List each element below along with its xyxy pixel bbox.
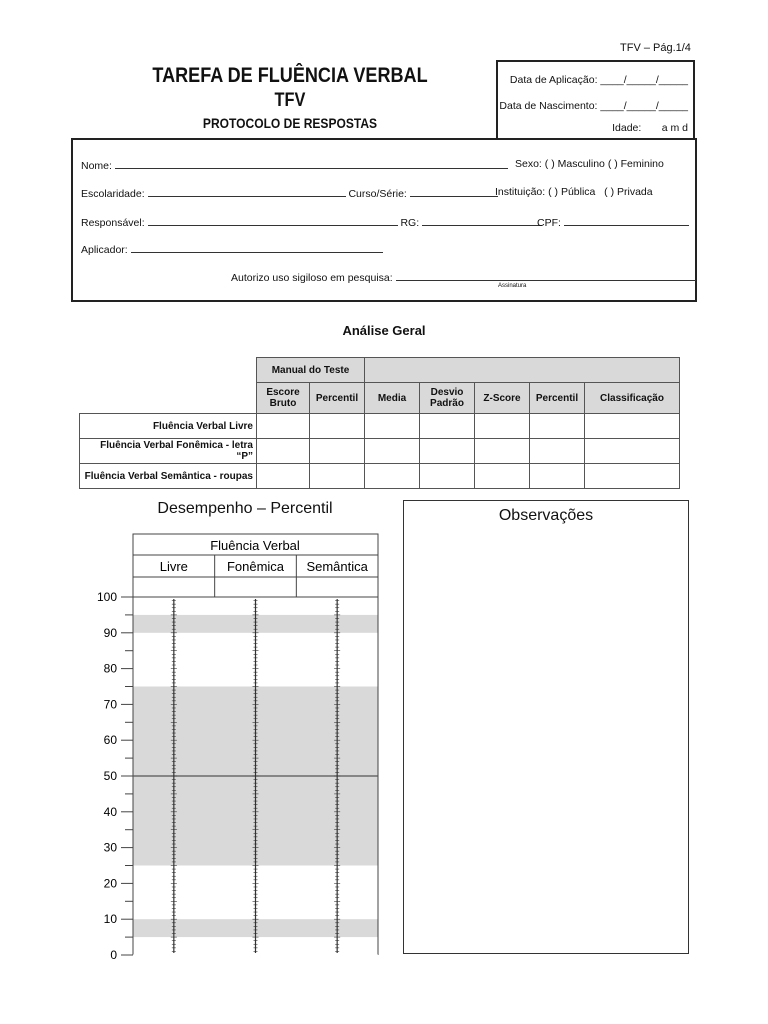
institution-label: Instituição: xyxy=(495,186,546,198)
rg-label: RG: xyxy=(400,217,420,229)
category-label: Semântica xyxy=(306,559,368,574)
birth-date-field[interactable]: ____/_____/_____ xyxy=(600,100,688,112)
y-tick-label: 100 xyxy=(96,590,117,604)
category-label: Livre xyxy=(159,559,188,574)
observations-title: Observações xyxy=(498,507,594,524)
col-percentile-2: Percentil xyxy=(530,383,585,414)
col-std-dev: Desvio Padrão xyxy=(420,383,475,414)
cell[interactable] xyxy=(310,439,365,464)
application-date-label: Data de Aplicação: xyxy=(509,74,598,86)
percentile-chart xyxy=(80,530,390,970)
age-units: a m d xyxy=(661,122,688,134)
y-tick-label: 10 xyxy=(103,912,117,927)
cell[interactable] xyxy=(475,414,530,439)
y-tick-label: 40 xyxy=(103,804,117,819)
sex-female-option[interactable]: ( ) Feminino xyxy=(607,158,664,170)
col-classification: Classificação xyxy=(585,383,680,414)
private-option[interactable]: ( ) Privada xyxy=(604,186,653,198)
category-label: Fonêmica xyxy=(226,559,285,574)
y-tick-label: 50 xyxy=(103,769,117,783)
course-field[interactable] xyxy=(410,186,498,197)
name-label: Nome: xyxy=(81,160,112,172)
protocol-title: PROTOCOLO DE RESPOSTAS xyxy=(202,115,378,131)
y-tick-label: 70 xyxy=(103,697,117,712)
identification-box xyxy=(71,138,697,302)
applicator-label: Aplicador: xyxy=(81,244,128,256)
cell[interactable] xyxy=(420,414,475,439)
results-group-header xyxy=(365,358,680,383)
cell[interactable] xyxy=(365,464,420,489)
table-row xyxy=(80,439,680,464)
cell[interactable] xyxy=(585,439,680,464)
rg-field[interactable] xyxy=(422,215,542,226)
percentile-scale xyxy=(171,599,177,953)
cell[interactable] xyxy=(365,439,420,464)
row-label: Fluência Verbal Fonêmica - letra “P” xyxy=(80,439,257,464)
sex-male-option[interactable]: ( ) Masculino xyxy=(544,158,605,170)
table-row xyxy=(80,464,680,489)
table-corner xyxy=(80,358,257,383)
table-corner-2 xyxy=(80,383,257,414)
cell[interactable] xyxy=(530,464,585,489)
cell[interactable] xyxy=(475,464,530,489)
name-field[interactable] xyxy=(115,158,508,169)
chart-group-label: Fluência Verbal xyxy=(210,538,300,553)
observations-box[interactable] xyxy=(403,500,689,954)
age-label: Idade: xyxy=(612,122,642,134)
cell[interactable] xyxy=(530,439,585,464)
cpf-field[interactable] xyxy=(564,215,689,226)
page-label: TFV – Pág.1/4 xyxy=(620,42,691,54)
cell[interactable] xyxy=(475,439,530,464)
col-percentile: Percentil xyxy=(310,383,365,414)
public-option[interactable]: ( ) Pública xyxy=(548,186,596,198)
row-label: Fluência Verbal Semântica - roupas xyxy=(80,464,257,489)
y-tick-label: 0 xyxy=(110,948,117,962)
cell[interactable] xyxy=(420,439,475,464)
guardian-label: Responsável: xyxy=(81,217,145,229)
y-tick-label: 60 xyxy=(103,733,117,748)
date-box xyxy=(496,60,695,138)
table-row xyxy=(80,414,680,439)
cell[interactable] xyxy=(585,464,680,489)
y-tick-label: 90 xyxy=(103,625,117,640)
y-tick-label: 80 xyxy=(103,661,117,676)
applicator-field[interactable] xyxy=(131,242,383,253)
cell[interactable] xyxy=(257,464,310,489)
chart-title: Desempenho – Percentil xyxy=(157,500,333,517)
form-acronym: TFV xyxy=(274,90,306,111)
col-z-score: Z-Score xyxy=(475,383,530,414)
percentile-scale xyxy=(253,599,259,953)
schooling-field[interactable] xyxy=(148,186,346,197)
analysis-title: Análise Geral xyxy=(342,323,426,338)
analysis-table xyxy=(79,357,680,489)
cell[interactable] xyxy=(365,414,420,439)
course-label: Curso/Série: xyxy=(348,188,407,200)
cell[interactable] xyxy=(530,414,585,439)
consent-label: Autorizo uso sigiloso em pesquisa: xyxy=(231,272,393,284)
sex-label: Sexo: xyxy=(515,158,542,170)
cell[interactable] xyxy=(310,464,365,489)
cell[interactable] xyxy=(310,414,365,439)
col-raw-score: Escore Bruto xyxy=(257,383,310,414)
row-label: Fluência Verbal Livre xyxy=(80,414,257,439)
cell[interactable] xyxy=(585,414,680,439)
birth-date-label: Data de Nascimento: xyxy=(499,100,598,112)
cell[interactable] xyxy=(420,464,475,489)
manual-group-header: Manual do Teste xyxy=(257,358,365,383)
form-title: TAREFA DE FLUÊNCIA VERBAL xyxy=(152,64,428,87)
cell[interactable] xyxy=(257,414,310,439)
schooling-label: Escolaridade: xyxy=(81,188,145,200)
signature-caption: Assinatura xyxy=(498,283,527,289)
application-date-field[interactable]: ____/_____/_____ xyxy=(600,74,688,86)
col-mean: Media xyxy=(365,383,420,414)
y-tick-label: 30 xyxy=(103,840,117,855)
guardian-field[interactable] xyxy=(148,215,398,226)
y-tick-label: 20 xyxy=(103,876,117,891)
signature-field[interactable] xyxy=(396,270,696,281)
cpf-label: CPF: xyxy=(537,217,561,229)
percentile-scale xyxy=(334,599,340,953)
cell[interactable] xyxy=(257,439,310,464)
